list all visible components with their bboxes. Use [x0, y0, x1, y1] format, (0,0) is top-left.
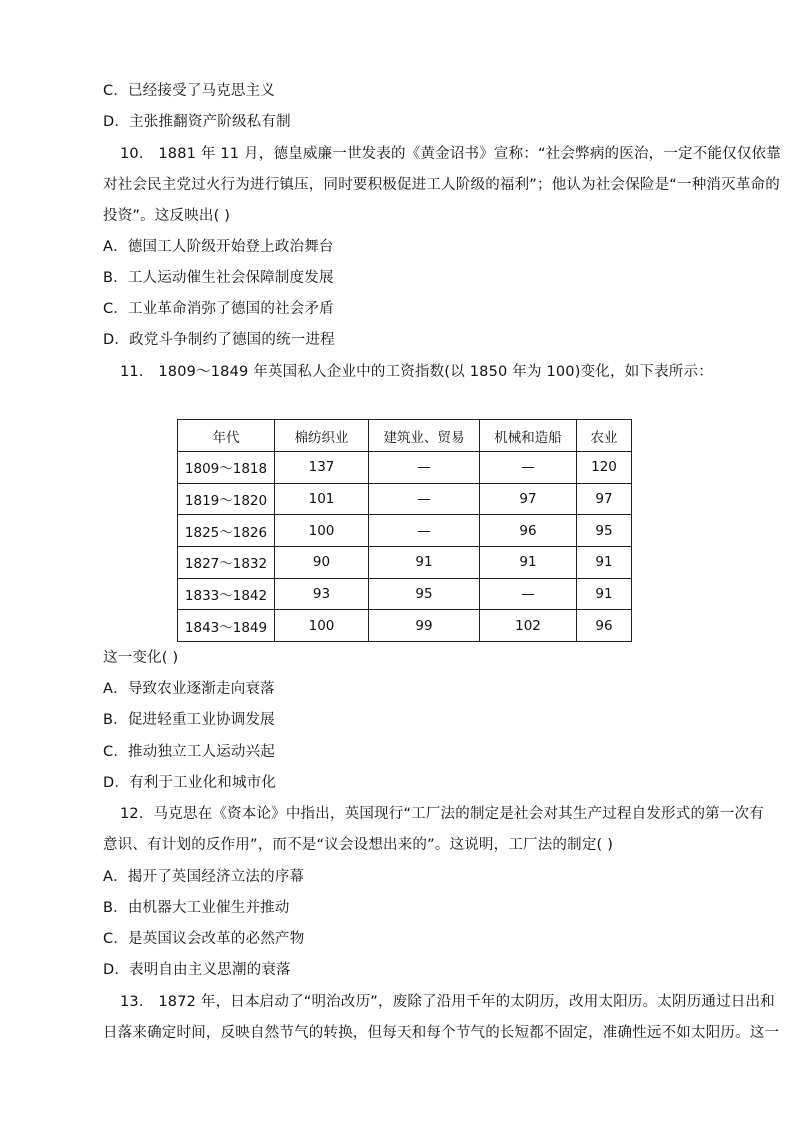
- table-cell: 97: [480, 483, 577, 515]
- table-cell: 1827～1832: [178, 547, 275, 579]
- table-cell: 91: [480, 547, 577, 579]
- table-row: [178, 610, 632, 642]
- table-cell: 91: [369, 547, 480, 579]
- table-row: [178, 515, 632, 547]
- header-cell: 机械和造船: [480, 420, 577, 452]
- table-row: [178, 578, 632, 610]
- table-cell: —: [369, 515, 480, 547]
- q13-stem-line1: 13． 1872 年，日本启动了“明治改历”，废除了沿用千年的太阴历，改用太阳历。太阴历通过日出和: [120, 994, 775, 1010]
- table-cell: 100: [275, 610, 369, 642]
- table-cell: —: [480, 578, 577, 610]
- wage-index-table: [177, 419, 632, 642]
- table-cell: 1843～1849: [178, 610, 275, 642]
- table-cell: 101: [275, 483, 369, 515]
- q9-option-c: C．已经接受了马克思主义: [103, 83, 276, 99]
- table-cell: 1819～1820: [178, 483, 275, 515]
- q12-stem-line2: 意识、有计划的反作用”，而不是“议会设想出来的”。这说明，工厂法的制定( ): [103, 837, 614, 853]
- table-cell: 1825～1826: [178, 515, 275, 547]
- header-cell: 建筑业、贸易: [369, 420, 480, 452]
- header-cell: 年代: [178, 420, 275, 452]
- q11-option-c: C．推动独立工人运动兴起: [103, 744, 276, 760]
- table-cell: 99: [369, 610, 480, 642]
- q13-stem-line2: 日落来确定时间，反映自然节气的转换，但每天和每个节气的长短都不固定，准确性远不如太阳历。这一: [103, 1025, 780, 1041]
- q12-option-c: C．是英国议会改革的必然产物: [103, 931, 305, 947]
- header-cell: 农业: [577, 420, 632, 452]
- q10-option-a: A．德国工人阶级开始登上政治舞台: [103, 239, 334, 255]
- q11-stem: 这一变化( ): [103, 650, 179, 666]
- q10-stem-line2: 对社会民主党过火行为进行镇压，同时要积极促进工人阶级的福利”；他认为社会保险是“一种消灭革命的: [103, 177, 780, 193]
- table-cell: 91: [577, 578, 632, 610]
- q10-option-d: D．政党斗争制约了德国的统一进程: [103, 332, 335, 348]
- q10-stem-line1: 10． 1881 年 11 月，德皇威廉一世发表的《黄金诏书》宣称：“社会弊病的医治，一定不能仅仅依靠: [120, 146, 781, 162]
- q9-option-d: D．主张推翻资产阶级私有制: [103, 114, 291, 130]
- table-cell: 96: [480, 515, 577, 547]
- table-cell: 90: [275, 547, 369, 579]
- table-cell: 91: [577, 547, 632, 579]
- table-cell: 1809～1818: [178, 452, 275, 484]
- table-row: [178, 452, 632, 484]
- table-cell: —: [369, 483, 480, 515]
- table-cell: 95: [577, 515, 632, 547]
- table-cell: 102: [480, 610, 577, 642]
- q11-option-b: B．促进轻重工业协调发展: [103, 712, 275, 728]
- q10-option-b: B．工人运动催生社会保障制度发展: [103, 270, 334, 286]
- table-cell: 97: [577, 483, 632, 515]
- header-cell: 棉纺织业: [275, 420, 369, 452]
- table-cell: 100: [275, 515, 369, 547]
- table-cell: 96: [577, 610, 632, 642]
- table-cell: 1833～1842: [178, 578, 275, 610]
- q11-option-d: D．有利于工业化和城市化: [103, 775, 277, 791]
- table-cell: —: [369, 452, 480, 484]
- table-cell: 137: [275, 452, 369, 484]
- table-cell: —: [480, 452, 577, 484]
- q10-stem-line3: 投资”。这反映出( ): [103, 208, 231, 224]
- table-cell: 120: [577, 452, 632, 484]
- q11-option-a: A．导致农业逐渐走向衰落: [103, 681, 275, 697]
- table-row: [178, 547, 632, 579]
- table-row: [178, 483, 632, 515]
- q12-option-a: A．揭开了英国经济立法的序幕: [103, 869, 305, 885]
- table-cell: 95: [369, 578, 480, 610]
- q12-option-d: D．表明自由主义思潮的衰落: [103, 962, 291, 978]
- table-cell: 93: [275, 578, 369, 610]
- q10-option-c: C．工业革命消弥了德国的社会矛盾: [103, 301, 334, 317]
- q12-stem-line1: 12．马克思在《资本论》中指出，英国现行“工厂法的制定是社会对其生产过程自发形式的第一次有: [120, 806, 764, 822]
- q11-stem-line1: 11． 1809～1849 年英国私人企业中的工资指数(以 1850 年为 100)变化，如下表所示：: [120, 364, 713, 380]
- q12-option-b: B．由机器大工业催生并推动: [103, 900, 290, 916]
- table-header-row: [178, 420, 632, 452]
